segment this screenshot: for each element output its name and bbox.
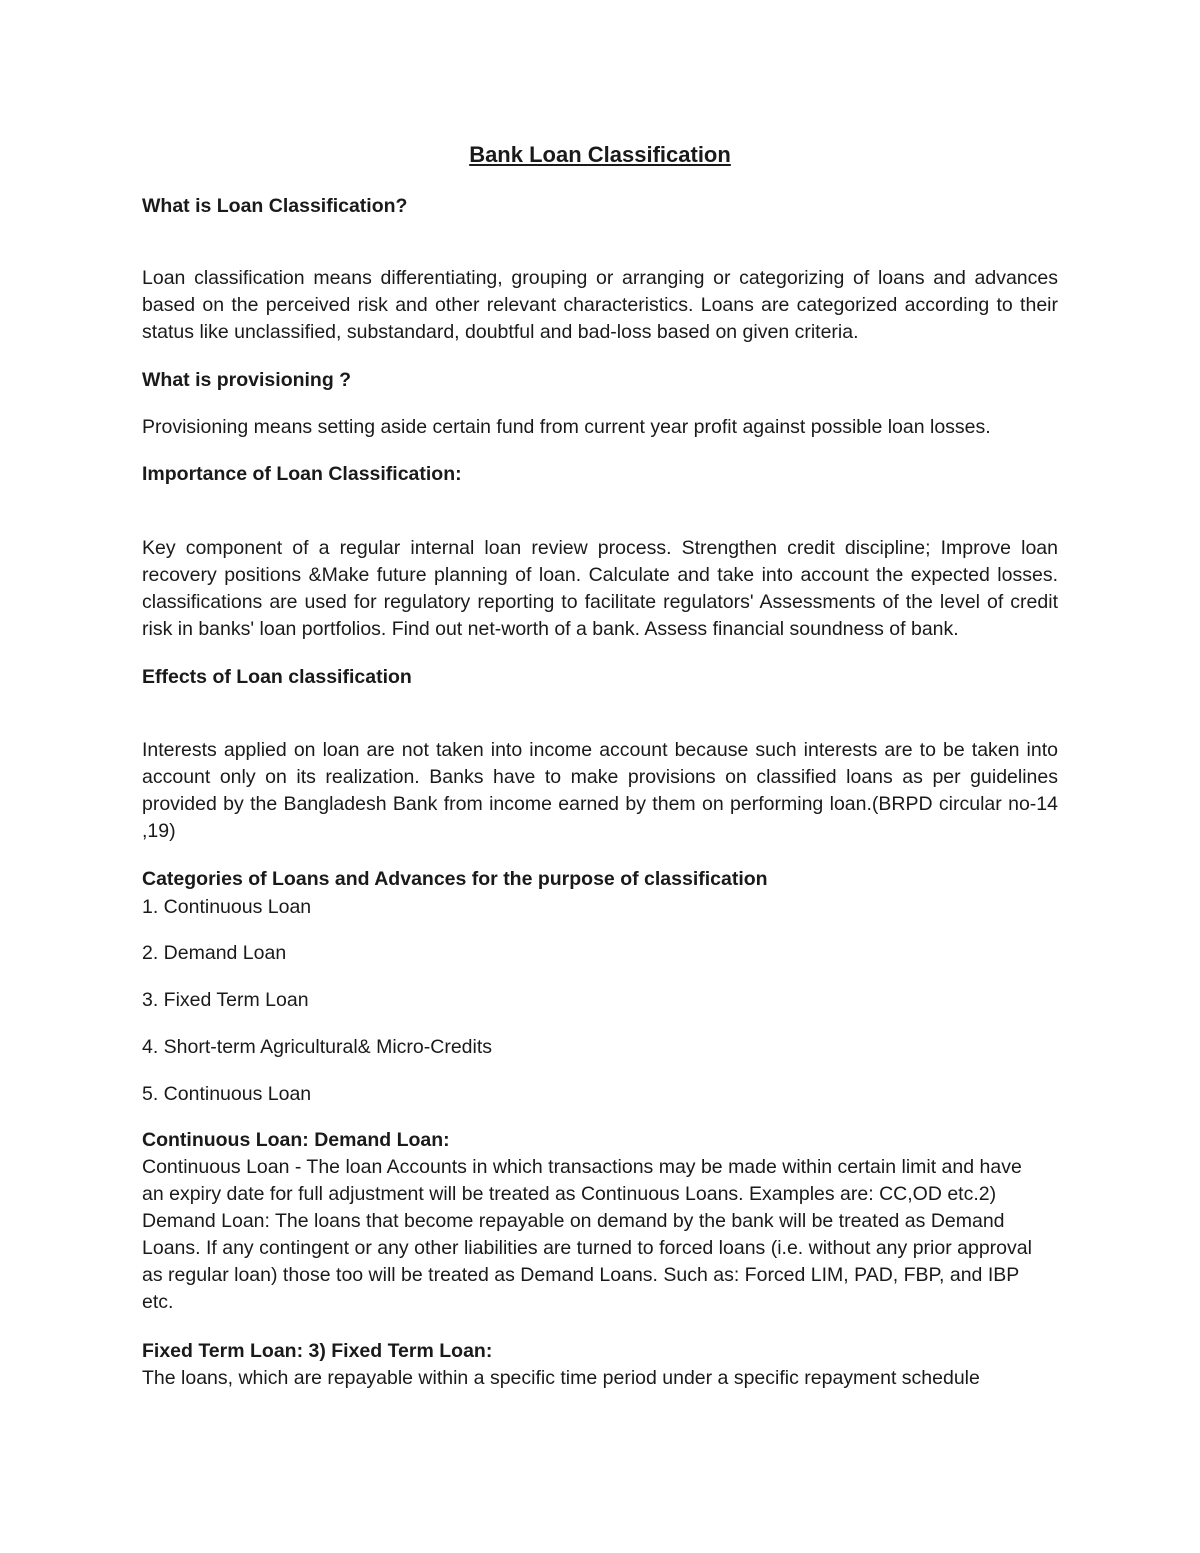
paragraph-importance: Key component of a regular internal loan review process. Strengthen credit discipline; Improve loan recovery positions &Make future planning of loan. Calculate and take into account the expected losses. classifications are used for regulatory reporting to facilitate regulators' Assessments of the level of credit risk in banks' loan portfolios. Find out net-worth of a bank. Assess financial soundness of bank. xyxy=(142,537,1058,640)
heading-what-is-loan-classification: What is Loan Classification? xyxy=(142,195,408,217)
heading-categories: Categories of Loans and Advances for the purpose of classification xyxy=(142,868,768,890)
list-item: 3. Fixed Term Loan xyxy=(142,989,309,1011)
list-item: 5. Continuous Loan xyxy=(142,1083,312,1105)
heading-importance: Importance of Loan Classification: xyxy=(142,463,462,485)
heading-fixed-term-loan: Fixed Term Loan: 3) Fixed Term Loan: xyxy=(142,1340,493,1362)
heading-what-is-provisioning: What is provisioning ? xyxy=(142,369,352,391)
list-item: 2. Demand Loan xyxy=(142,942,287,964)
list-item: 4. Short-term Agricultural& Micro-Credits xyxy=(142,1036,493,1058)
paragraph-fixed-term-loan: The loans, which are repayable within a specific time period under a specific repayment schedule xyxy=(142,1367,980,1389)
heading-continuous-demand-loan: Continuous Loan: Demand Loan: xyxy=(142,1129,450,1151)
paragraph-what-is-loan-classification: Loan classification means differentiating, grouping or arranging or categorizing of loans and advances based on the perceived risk and other relevant characteristics. Loans are categorized according to their status like unclassified, substandard, doubtful and bad-loss based on given criteria. xyxy=(142,267,1058,343)
paragraph-provisioning: Provisioning means setting aside certain fund from current year profit against possible loan losses. xyxy=(142,416,991,438)
paragraph-effects: Interests applied on loan are not taken into income account because such interests are to be taken into account only on its realization. Banks have to make provisions on classified loans as per guidelines provided by the Bangladesh Bank from income earned by them on performing loan.(BRPD circular no-14 ,19) xyxy=(142,739,1058,842)
document-title: Bank Loan Classification xyxy=(469,142,731,167)
paragraph-continuous-demand-loan: Continuous Loan - The loan Accounts in which transactions may be made within certain limit and have an expiry date for full adjustment will be treated as Continuous Loans. Examples are: CC,OD etc.2) Demand Loan: The loans that become repayable on demand by the bank will be treated as Demand Loans. If any contingent or any other liabilities are turned to forced loans (i.e. without any prior approval as regular loan) those too will be treated as Demand Loans. Such as: Forced LIM, PAD, FBP, and IBP etc. xyxy=(142,1156,1032,1313)
list-item: 1. Continuous Loan xyxy=(142,896,312,918)
heading-effects: Effects of Loan classification xyxy=(142,666,412,688)
